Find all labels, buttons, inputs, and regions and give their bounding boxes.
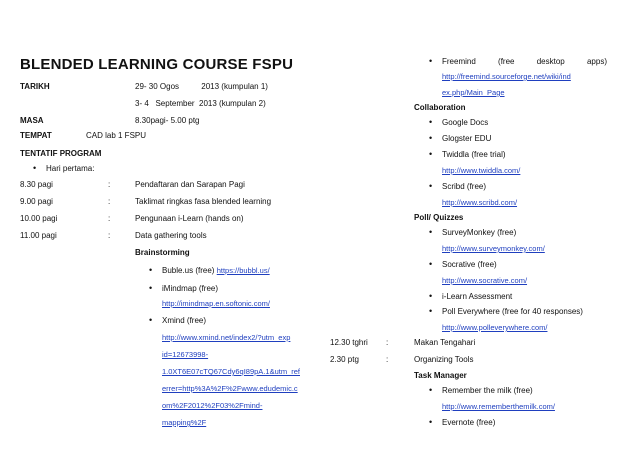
tarikh-label: TARIKH — [20, 82, 50, 91]
twiddla-link[interactable]: http://www.twiddla.com/ — [442, 166, 521, 175]
twiddla-item: • Twiddla (free trial) — [442, 150, 506, 159]
freemind-word-1: • Freemind — [442, 57, 476, 66]
schedule-time-3: 10.00 pagi — [20, 214, 58, 223]
google-docs-item: • Google Docs — [442, 118, 488, 127]
xmind-link-line-5[interactable]: om%2F2012%2F03%2Fmind- — [162, 401, 263, 410]
schedule-sep-4: : — [108, 231, 111, 240]
schedule-desc-6: Organizing Tools — [414, 355, 474, 364]
scribd-item: • Scribd (free) — [442, 182, 486, 191]
freemind-link-line-2[interactable]: ex.php/Main_Page — [442, 88, 505, 97]
socrative-item: • Socrative (free) — [442, 260, 497, 269]
tarikh-line-1: 29- 30 Ogos 2013 (kumpulan 1) — [135, 82, 268, 91]
schedule-desc-2: Taklimat ringkas fasa blended learning — [135, 197, 272, 206]
evernote-item: • Evernote (free) — [442, 418, 495, 427]
masa-value: 8.30pagi- 5.00 ptg — [135, 116, 200, 125]
freemind-link-line-1[interactable]: http://freemind.sourceforge.net/wiki/ind — [442, 72, 571, 81]
brainstorming-label: Brainstorming — [135, 248, 190, 257]
remember-milk-item: • Remember the milk (free) — [442, 386, 533, 395]
freemind-word-4: apps) — [586, 57, 607, 66]
document-title: BLENDED LEARNING COURSE FSPU — [20, 56, 294, 73]
xmind-link-line-3[interactable]: 1.0XT6E07cTQ67Cdy6qI89pA.1&utm_ref — [162, 367, 300, 376]
schedule-time-6: 2.30 ptg — [330, 355, 359, 364]
schedule-sep-2: : — [108, 197, 111, 206]
schedule-time-4: 11.00 pagi — [20, 231, 57, 240]
surveymonkey-item: • SurveyMonkey (free) — [442, 228, 516, 237]
schedule-desc-3: Pengunaan i-Learn (hands on) — [135, 214, 244, 223]
remember-milk-link[interactable]: http://www.rememberthemilk.com/ — [442, 402, 555, 411]
bubbl-link[interactable]: https://bubbl.us/ — [216, 266, 270, 275]
bubbl-item — [162, 266, 270, 275]
freemind-item — [442, 57, 607, 66]
schedule-sep-5: : — [386, 338, 389, 347]
collaboration-label: Collaboration — [414, 103, 466, 112]
schedule-time-1: 8.30 pagi — [20, 180, 53, 189]
schedule-sep-3: : — [108, 214, 111, 223]
glogster-item: • Glogster EDU — [442, 134, 491, 143]
polleverywhere-link[interactable]: http://www.polleverywhere.com/ — [442, 323, 548, 332]
imindmap-item: • iMindmap (free) — [162, 284, 218, 293]
schedule-sep-1: : — [108, 180, 111, 189]
xmind-link-line-1[interactable]: http://www.xmind.net/index2/?utm_exp — [162, 333, 291, 342]
xmind-link-line-4[interactable]: errer=http%3A%2F%2Fwww.edudemic.c — [162, 384, 298, 393]
tempat-label: TEMPAT — [20, 131, 52, 140]
schedule-desc-4: Data gathering tools — [135, 231, 207, 240]
ilearn-assessment-item: • i-Learn Assessment — [442, 292, 512, 301]
surveymonkey-link[interactable]: http://www.surveymonkey.com/ — [442, 244, 545, 253]
schedule-sep-6: : — [386, 355, 389, 364]
imindmap-link[interactable]: http://imindmap.en.softonic.com/ — [162, 299, 270, 308]
tarikh-line-2: 3- 4 September 2013 (kumpulan 2) — [135, 99, 266, 108]
scribd-link[interactable]: http://www.scribd.com/ — [442, 198, 518, 207]
day-label: • Hari pertama: — [46, 164, 94, 173]
tempat-value: CAD lab 1 FSPU — [86, 131, 147, 140]
socrative-link[interactable]: http://www.socrative.com/ — [442, 276, 528, 285]
xmind-item: • Xmind (free) — [162, 316, 206, 325]
polleverywhere-item: • Poll Everywhere (free for 40 responses) — [442, 307, 583, 316]
poll-quizzes-label: Poll/ Quizzes — [414, 213, 464, 222]
schedule-time-5: 12.30 tghri — [330, 338, 368, 347]
masa-label: MASA — [20, 116, 44, 125]
xmind-link-line-6[interactable]: mapping%2F — [162, 418, 207, 427]
xmind-link-line-2[interactable]: id=12673998- — [162, 350, 209, 359]
schedule-desc-5: Makan Tengahari — [414, 338, 476, 347]
tentatif-label: TENTATIF PROGRAM — [20, 149, 102, 158]
task-manager-label: Task Manager — [414, 371, 467, 380]
bubbl-text: Buble.us (free) — [162, 266, 215, 275]
freemind-word-3: desktop — [536, 57, 565, 66]
schedule-time-2: 9.00 pagi — [20, 197, 53, 206]
schedule-desc-1: Pendaftaran dan Sarapan Pagi — [135, 180, 245, 189]
freemind-word-2: (free — [498, 57, 515, 66]
